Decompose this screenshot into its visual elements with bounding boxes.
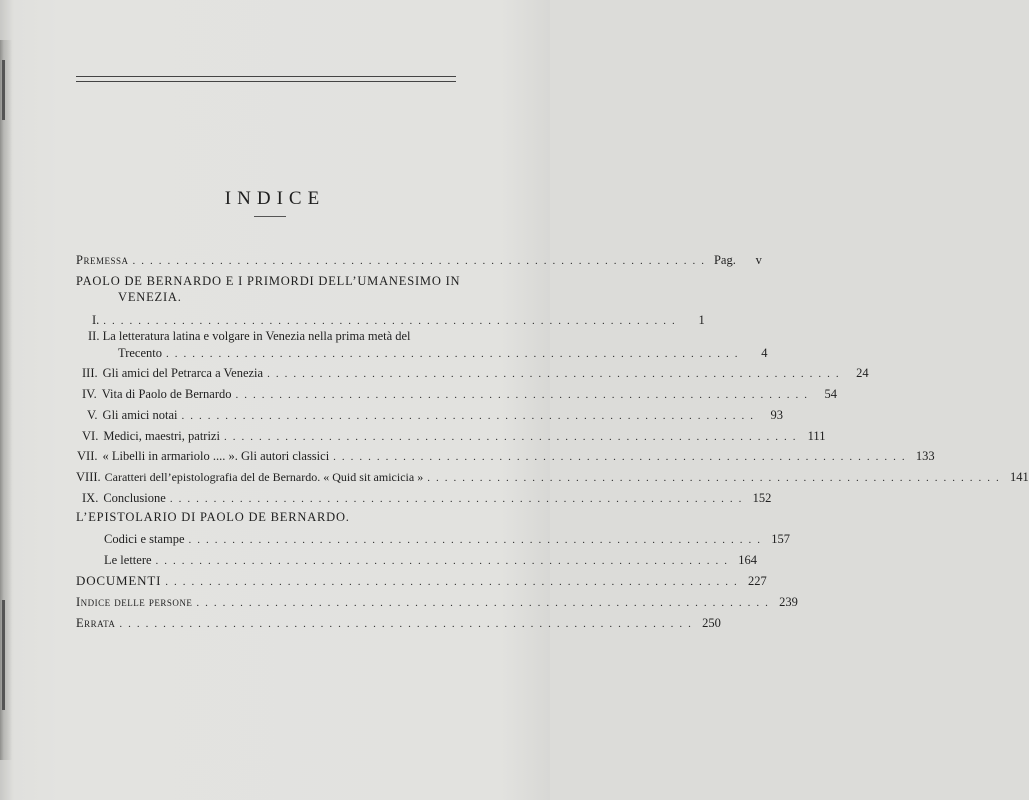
chapter-title: Conclusione (103, 491, 166, 505)
toc-entry-chapter[interactable] (87, 407, 784, 424)
leader-dots: .................................................................. (223, 431, 802, 443)
chapter-number: IX. (82, 491, 99, 505)
toc-entry-label: DOCUMENTI (76, 573, 162, 588)
toc-page-number: 1 (698, 313, 705, 327)
toc-page-number: 24 (856, 366, 869, 380)
toc-entry-label: Indice delle persone (76, 595, 193, 609)
toc-entry-indice[interactable] (76, 594, 798, 611)
chapter-number: VI. (82, 429, 99, 443)
chapter-title: Medici, maestri, patrizi (103, 429, 220, 443)
toc-entry-errata[interactable] (76, 615, 721, 632)
chapter-title: « Libelli in armariolo .... ». Gli autori classici (102, 449, 330, 463)
toc-page-number: 133 (915, 449, 935, 463)
chapter-number: I. (92, 313, 100, 327)
toc-page-number: 227 (747, 574, 767, 588)
toc-entry-chapter[interactable] (76, 469, 1029, 486)
toc-page-number: 111 (807, 429, 826, 443)
chapter-title: Gli amici notai (102, 408, 178, 422)
leader-dots: .................................................................. (267, 368, 845, 380)
toc-page-number: 4 (761, 346, 768, 360)
chapter-number: V. (87, 408, 98, 422)
section-title: Codici e stampe (104, 532, 185, 546)
toc-entry-chapter[interactable] (82, 386, 837, 403)
toc-page-number: 157 (771, 532, 791, 546)
part-heading: PAOLO DE BERNARDO E I PRIMORDI DELL’UMANESIMO IN (76, 274, 461, 288)
leader-dots: .................................................................. (333, 451, 911, 463)
toc-entry-chapter[interactable] (88, 328, 411, 344)
leader-dots: .................................................................. (196, 597, 774, 609)
leader-dots: .................................................................. (169, 493, 748, 505)
toc-entry-chapter-cont[interactable] (118, 345, 768, 362)
leader-dots: .................................................................. (103, 315, 681, 327)
toc-entry-chapter[interactable] (82, 428, 826, 445)
leader-dots: .................................................................. (188, 534, 767, 546)
chapter-number: VIII. (76, 470, 101, 484)
toc-page-number: 152 (752, 491, 772, 505)
toc-entry-chapter[interactable] (92, 312, 705, 329)
section-title: Le lettere (104, 553, 152, 567)
toc-entry-chapter[interactable] (82, 490, 772, 507)
toc-page-number: 250 (702, 616, 721, 630)
toc-page-number: v (755, 253, 762, 267)
toc-page-number: 239 (779, 595, 798, 609)
leader-dots: .................................................................. (235, 389, 813, 401)
toc-entry-section[interactable] (104, 552, 758, 569)
chapter-number: III. (82, 366, 98, 380)
chapter-title: Vita di Paolo de Bernardo (101, 387, 232, 401)
toc-entry-label: Premessa (76, 253, 129, 267)
toc-entry-section[interactable] (104, 531, 791, 548)
toc-page-number: 164 (738, 553, 758, 567)
leader-dots: .................................................................. (181, 410, 760, 422)
chapter-number: VII. (77, 449, 98, 463)
part-heading-cont: VENEZIA. (118, 290, 182, 304)
pag-label: Pag. (713, 253, 736, 267)
leader-dots: .................................................................. (132, 255, 710, 267)
chapter-title: Gli amici del Petrarca a Venezia (102, 366, 264, 380)
chapter-number: IV. (82, 387, 97, 401)
leader-dots: .................................................................. (427, 472, 1005, 484)
leader-dots: .................................................................. (119, 618, 697, 630)
toc-entry-label: Errata (76, 616, 116, 630)
chapter-title-cont: Trecento (118, 346, 162, 360)
toc-page-number: 54 (824, 387, 837, 401)
toc-entry-chapter[interactable] (77, 448, 935, 465)
chapter-title: La letteratura latina e volgare in Venezia nella prima metà del (102, 329, 411, 343)
leader-dots: .................................................................. (165, 576, 743, 588)
toc-entry-documenti[interactable] (76, 573, 767, 590)
chapter-number: II. (88, 329, 100, 343)
toc-entry-premessa[interactable] (76, 252, 762, 269)
part-heading: L’EPISTOLARIO DI PAOLO DE BERNARDO. (76, 510, 350, 524)
toc-page-number: 93 (770, 408, 784, 422)
leader-dots: .................................................................. (165, 348, 744, 360)
toc-page-number: 141 (1009, 470, 1029, 484)
page-title: INDICE (224, 188, 326, 209)
leader-dots: .................................................................. (155, 555, 734, 567)
chapter-title: Caratteri dell’epistolografia del de Bernardo. « Quid sit amicicia » (104, 470, 424, 484)
toc-entry-chapter[interactable] (82, 365, 869, 382)
